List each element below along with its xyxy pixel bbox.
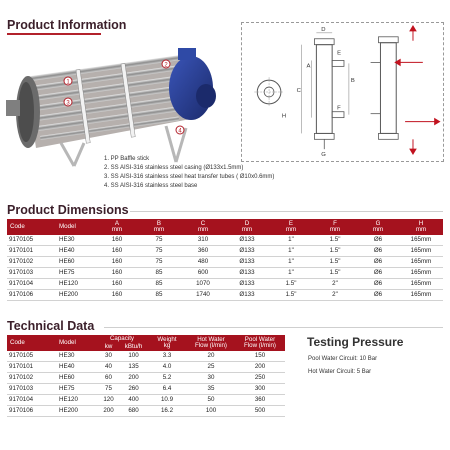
cell: 75: [137, 246, 181, 257]
col-d: D mm: [225, 219, 269, 235]
product-photo: [6, 48, 218, 168]
cell: 1": [269, 246, 313, 257]
cell: Ø6: [357, 246, 399, 257]
product-information-heading: Product Information: [7, 18, 127, 32]
cell: Ø133: [225, 290, 269, 301]
cell: HE40: [59, 246, 97, 257]
cell: 1": [269, 235, 313, 246]
right-outlet-pipe: [196, 84, 216, 108]
cell: 40: [97, 362, 120, 373]
table-row: [7, 362, 285, 373]
col-hot-water: Hot Water Flow (l/min): [187, 335, 235, 351]
cell: 200: [97, 406, 120, 417]
col-capacity-kbtu: kBtu/h: [120, 343, 147, 351]
table-row: [7, 373, 285, 384]
col-model: Model: [59, 335, 97, 351]
cell: 85: [137, 290, 181, 301]
col-capacity-kw: kw: [97, 343, 120, 351]
cell: 9170104: [7, 279, 59, 290]
cell: 75: [137, 257, 181, 268]
cell: 1.5": [313, 268, 357, 279]
col-g: G mm: [357, 219, 399, 235]
callout-1: [64, 77, 72, 85]
flow-view-body: [380, 43, 396, 134]
cell: 160: [97, 279, 137, 290]
cell: 1.5": [313, 246, 357, 257]
cell: Ø133: [225, 268, 269, 279]
cell: HE200: [59, 406, 97, 417]
cell: 135: [120, 362, 147, 373]
cell: 10.9: [147, 395, 187, 406]
cell: HE30: [59, 351, 97, 362]
cell: HE40: [59, 362, 97, 373]
cell: 9170102: [7, 373, 59, 384]
technical-drawing: [241, 22, 444, 162]
cell: 9170104: [7, 395, 59, 406]
label-e: E: [337, 50, 342, 57]
table-row: [7, 257, 443, 268]
legend-item: 2. SS AISI-316 stainless steel casing (Ø133x1.5mm): [104, 165, 244, 171]
cell: HE60: [59, 257, 97, 268]
cell: Ø6: [357, 268, 399, 279]
cell: 160: [97, 246, 137, 257]
table-row: [7, 235, 443, 246]
svg-text:3: 3: [66, 100, 70, 107]
cell: HE75: [59, 268, 97, 279]
cell: 20: [187, 351, 235, 362]
cell: 1": [269, 268, 313, 279]
cell: 6.4: [147, 384, 187, 395]
cell: 75: [97, 384, 120, 395]
cell: 85: [137, 268, 181, 279]
cell: 3.3: [147, 351, 187, 362]
cell: Ø6: [357, 257, 399, 268]
cell: 30: [97, 351, 120, 362]
technical-data-heading: Technical Data: [7, 319, 95, 333]
cell: 165mm: [399, 246, 443, 257]
cell: Ø133: [225, 235, 269, 246]
cell: HE60: [59, 373, 97, 384]
table-row: [7, 279, 443, 290]
legend-item: 1. PP Baffle stick: [104, 156, 150, 162]
cell: 9170105: [7, 351, 59, 362]
cell: 85: [137, 279, 181, 290]
cell: HE120: [59, 279, 97, 290]
flow-arrows: [395, 26, 439, 154]
table-row: [7, 268, 443, 279]
legend-item: 3. SS AISI-316 stainless steel heat transfer tubes ( Ø10x0.6mm): [104, 174, 275, 180]
cell: 1": [269, 257, 313, 268]
cell: 9170102: [7, 257, 59, 268]
cell: 9170103: [7, 268, 59, 279]
cell: 165mm: [399, 279, 443, 290]
cell: 9170103: [7, 384, 59, 395]
label-c: C: [296, 88, 301, 94]
cell: 160: [97, 235, 137, 246]
cell: 200: [120, 373, 147, 384]
callout-3: [64, 98, 72, 106]
cell: 165mm: [399, 257, 443, 268]
pool-water-pressure: Pool Water Circuit: 10 Bar: [308, 356, 378, 362]
cell: 9170101: [7, 362, 59, 373]
cell: 1.5": [313, 257, 357, 268]
cell: 680: [120, 406, 147, 417]
cell: 100: [120, 351, 147, 362]
dimensions-header-row: [7, 219, 443, 235]
col-h: H mm: [399, 219, 443, 235]
cell: 400: [120, 395, 147, 406]
cell: 9170101: [7, 246, 59, 257]
col-weight: Weight kg: [147, 335, 187, 351]
table-row: [7, 246, 443, 257]
cell: 160: [97, 268, 137, 279]
cell: 310: [181, 235, 225, 246]
col-e: E mm: [269, 219, 313, 235]
cell: 200: [235, 362, 285, 373]
top-pipe: [178, 48, 196, 60]
cell: 2": [313, 290, 357, 301]
cell: 500: [235, 406, 285, 417]
svg-text:2: 2: [164, 62, 168, 69]
cell: Ø6: [357, 279, 399, 290]
cell: 25: [187, 362, 235, 373]
cell: 1.5": [313, 235, 357, 246]
label-d: D: [321, 26, 326, 33]
label-h: H: [281, 113, 287, 120]
cell: Ø133: [225, 279, 269, 290]
legend-item: 4. SS AISI-316 stainless steel base: [104, 183, 198, 189]
table-row: [7, 395, 285, 406]
section-divider: [104, 327, 443, 328]
col-b: B mm: [137, 219, 181, 235]
label-a: A: [306, 63, 311, 70]
cell: Ø6: [357, 290, 399, 301]
cell: 9170106: [7, 290, 59, 301]
cell: 160: [97, 290, 137, 301]
col-f: F mm: [313, 219, 357, 235]
cell: 1740: [181, 290, 225, 301]
cell: 9170106: [7, 406, 59, 417]
cell: 4.0: [147, 362, 187, 373]
cell: Ø133: [225, 246, 269, 257]
side-view-body: [316, 45, 332, 134]
section-divider: [130, 211, 443, 212]
label-g: G: [321, 152, 326, 159]
table-row: [7, 384, 285, 395]
cell: Ø133: [225, 257, 269, 268]
product-dimensions-heading: Product Dimensions: [7, 203, 129, 217]
col-capacity: Capacity: [97, 335, 147, 343]
cell: 165mm: [399, 235, 443, 246]
col-code: Code: [7, 335, 59, 351]
cell: 120: [97, 395, 120, 406]
cell: 600: [181, 268, 225, 279]
cell: 300: [235, 384, 285, 395]
callout-4: [176, 126, 184, 134]
col-c: C mm: [181, 219, 225, 235]
cell: 30: [187, 373, 235, 384]
table-row: [7, 406, 285, 417]
cell: 250: [235, 373, 285, 384]
col-code: Code: [7, 219, 59, 235]
cell: 60: [97, 373, 120, 384]
label-f: F: [337, 105, 341, 112]
cell: 16.2: [147, 406, 187, 417]
cell: 150: [235, 351, 285, 362]
cell: 75: [137, 235, 181, 246]
dimensions-table: [7, 219, 443, 301]
cell: 360: [181, 246, 225, 257]
label-b: B: [350, 78, 355, 85]
cell: HE75: [59, 384, 97, 395]
svg-text:4: 4: [178, 128, 182, 135]
cell: 160: [97, 257, 137, 268]
table-row: [7, 351, 285, 362]
cell: 165mm: [399, 268, 443, 279]
svg-text:1: 1: [66, 79, 70, 86]
cell: 9170105: [7, 235, 59, 246]
cell: 480: [181, 257, 225, 268]
hot-water-pressure: Hot Water Circuit: 5 Bar: [308, 369, 372, 375]
parts-legend: [104, 155, 274, 191]
heading-underline: [7, 33, 101, 35]
cell: HE120: [59, 395, 97, 406]
cell: 100: [187, 406, 235, 417]
cell: 165mm: [399, 290, 443, 301]
cell: Ø6: [357, 235, 399, 246]
cell: 1070: [181, 279, 225, 290]
cell: 35: [187, 384, 235, 395]
col-model: Model: [59, 219, 97, 235]
callout-2: [162, 60, 170, 68]
cell: 1.5": [269, 279, 313, 290]
technical-data-table: [7, 335, 285, 417]
left-inlet-pipe: [6, 100, 20, 116]
cell: HE200: [59, 290, 97, 301]
cell: 5.2: [147, 373, 187, 384]
col-pool-water: Pool Water Flow (l/min): [235, 335, 285, 351]
table-row: [7, 290, 443, 301]
col-a: A mm: [97, 219, 137, 235]
cell: 260: [120, 384, 147, 395]
cell: 360: [235, 395, 285, 406]
technical-header-row: [7, 335, 285, 343]
cell: 1.5": [269, 290, 313, 301]
cell: 2": [313, 279, 357, 290]
testing-pressure-heading: Testing Pressure: [307, 335, 404, 349]
cell: HE30: [59, 235, 97, 246]
cell: 50: [187, 395, 235, 406]
